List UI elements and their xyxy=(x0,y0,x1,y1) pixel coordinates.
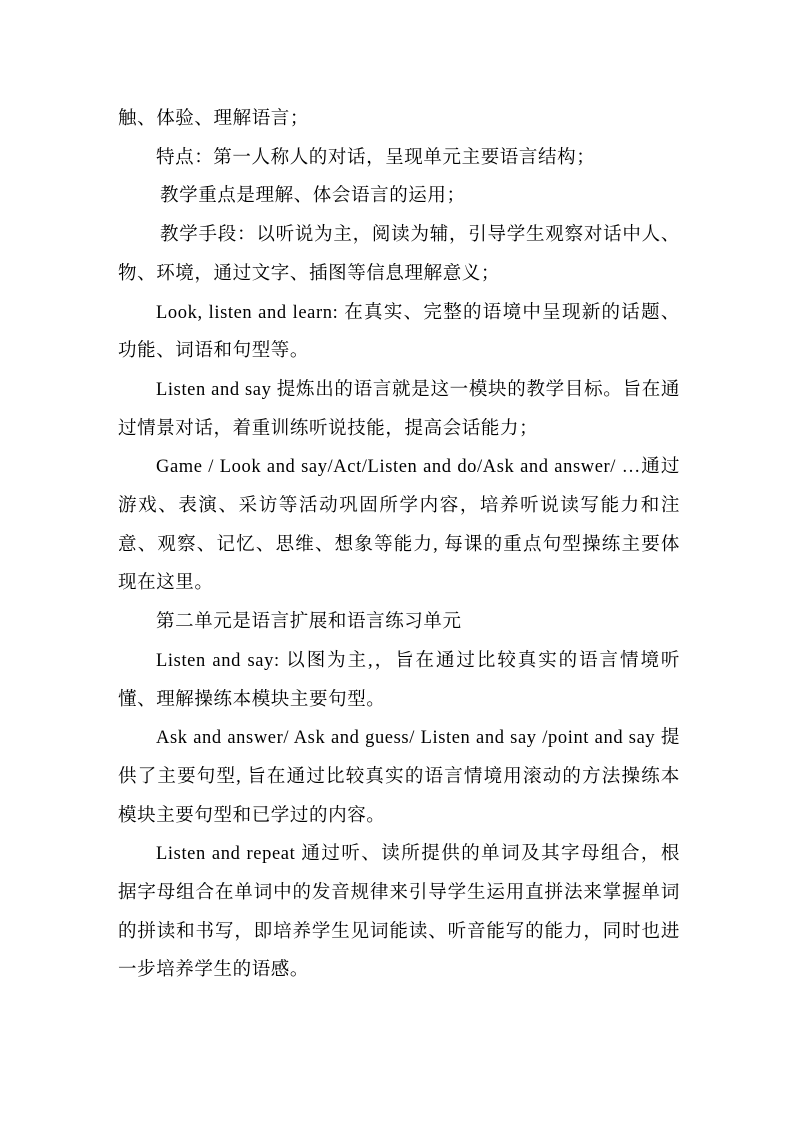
paragraph-listen-and-say: Listen and say 提炼出的语言就是这一模块的教学目标。旨在通过情景对话，着重训练听说技能，提高会话能力； xyxy=(118,379,680,439)
paragraph-ask-and-answer: Ask and answer/ Ask and guess/ Listen and say /point and say 提供了主要句型, 旨在通过比较真实的语言情境用滚动的方法操练本模块主要句型和已学过的内容。 xyxy=(118,728,680,826)
paragraph-look-listen-learn: Look, listen and learn: 在真实、完整的语境中呈现新的话题、功能、词语和句型等。 xyxy=(118,302,680,362)
paragraph-games-activities: Game / Look and say/Act/Listen and do/Ask and answer/ …通过游戏、表演、采访等活动巩固所学内容，培养听说读写能力和注意、观察、记忆、思维、想象等能力, 每课的重点句型操练主要体现在这里。 xyxy=(118,457,680,594)
paragraph-teaching-methods: 教学手段：以听说为主，阅读为辅，引导学生观察对话中人、物、环境，通过文字、插图等信息理解意义； xyxy=(118,225,680,284)
paragraph-teaching-focus: 教学重点是理解、体会语言的运用； xyxy=(160,186,466,207)
paragraph-features: 特点：第一人称人的对话，呈现单元主要语言结构； xyxy=(156,147,596,168)
paragraph-unit-two-listen-and-say: Listen and say: 以图为主,，旨在通过比较真实的语言情境听懂、理解操练本模块主要句型。 xyxy=(118,650,680,710)
paragraph-listen-and-repeat: Listen and repeat 通过听、读所提供的单词及其字母组合，根据字母组合在单词中的发音规律来引导学生运用直拼法来掌握单词的拼读和书写，即培养学生见词能读、听音能写的能力，同时也进一步培养学生的语感。 xyxy=(118,844,680,981)
document-body xyxy=(118,100,680,990)
paragraph-unit-two-heading: 第二单元是语言扩展和语言练习单元 xyxy=(156,612,462,633)
paragraph-continuation: 触、体验、理解语言； xyxy=(118,109,310,129)
